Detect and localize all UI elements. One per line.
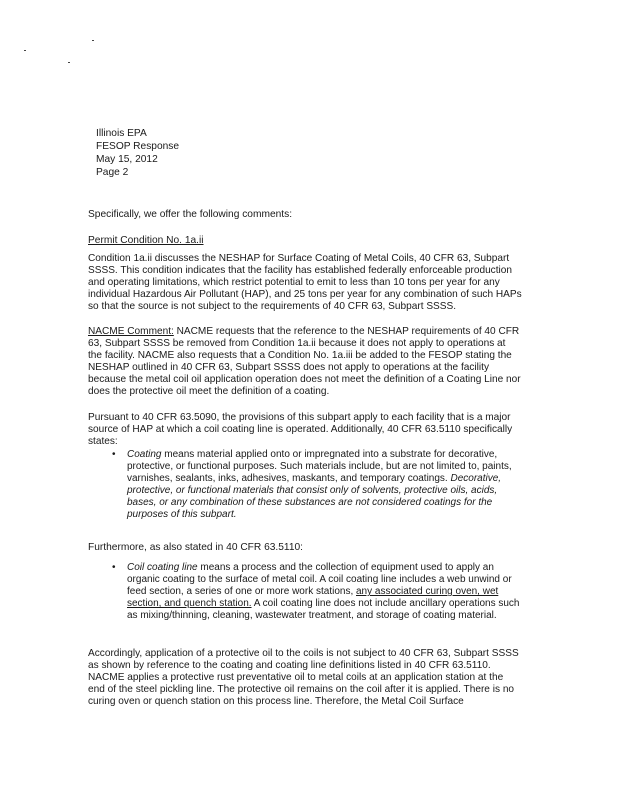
conclusion-paragraph: Accordingly, application of a protective oil to the coils is not subject to 40 CFR 63, Subpart SSSS as shown by reference to the coating and coating line definitions listed in 40 CFR 63.5110. NACME applies a protective rust preventative oil to metal coils at an application station at the end of the steel pickling line. The protective oil remains on the coil after it is applied. There is no curing oven or quench station on this process line. Therefore, the Metal Coil Surface bbox=[88, 648, 519, 708]
coil-definition-text: means a process and the collection of equipment used to apply an organic coating to the surface of metal coil. A coil coating line includes a web unwind or feed section, a series of one or more work stations, bbox=[127, 562, 512, 598]
header-page: Page 2 bbox=[96, 167, 129, 178]
header-date: May 15, 2012 bbox=[96, 154, 158, 165]
coating-definition bbox=[127, 449, 523, 522]
intro-text: Specifically, we offer the following comments: bbox=[88, 209, 293, 220]
header-agency: Illinois EPA bbox=[96, 128, 147, 139]
bullet-marker: • bbox=[112, 562, 116, 573]
comment-label: NACME Comment: bbox=[88, 326, 174, 337]
scan-speck bbox=[24, 50, 26, 51]
furthermore-text: Furthermore, as also stated in 40 CFR 63.5110: bbox=[88, 542, 303, 553]
condition-heading: Permit Condition No. 1a.ii bbox=[88, 235, 204, 246]
coil-coating-line-term: Coil coating line bbox=[127, 562, 198, 573]
coating-term: Coating bbox=[127, 449, 162, 460]
pursuant-paragraph: Pursuant to 40 CFR 63.5090, the provisions of this subpart apply to each facility that is a major source of HAP at which a coil coating line is operated. Additionally, 40 CFR 63.5110 specifically states: bbox=[88, 412, 513, 448]
bullet-marker: • bbox=[112, 449, 116, 460]
condition-paragraph: Condition 1a.ii discusses the NESHAP for Surface Coating of Metal Coils, 40 CFR 63, Subpart SSSS. This condition indicates that the facility has established federally enforceable production and operating limitations, which restrict potential to emit to less than 10 tons per year for any individual Hazardous Air Pollutant (HAP), and 25 tons per year for any combination of such HAPs so that the source is not subject to the requirements of 40 CFR 63, Subpart SSSS. bbox=[88, 253, 522, 313]
coating-definition-text: means material applied onto or impregnated into a substrate for decorative, protective, or functional purposes. Such materials include, but are not limited to, paints, varnishes, sealants, inks, adhesives, maskants, and temporary coatings. bbox=[127, 449, 512, 485]
header-subject: FESOP Response bbox=[96, 141, 180, 152]
scan-speck bbox=[68, 62, 70, 63]
scan-speck bbox=[92, 40, 94, 41]
coil-definition-text-end: A coil coating line does not include ancillary operations such as mixing/thinning, cleaning, wastewater treatment, and storage of coating material. bbox=[127, 598, 520, 622]
coil-definition-underlined: any associated curing oven, wet section, and quench station. bbox=[127, 586, 499, 610]
coil-coating-line-definition bbox=[127, 562, 523, 622]
coating-exclusion: Decorative, protective, or functional materials that consist only of solvents, protective oils, acids, bases, or any combination of these substances are not considered coatings for the purposes of this subpart. bbox=[127, 473, 502, 521]
comment-paragraph bbox=[88, 326, 522, 399]
comment-text: NACME requests that the reference to the NESHAP requirements of 40 CFR 63, Subpart SSSS be removed from Condition 1a.ii because it does not apply to operations at the facility. NACME also requests that a Condition No. 1a.iii be added to the FESOP stating the NESHAP outlined in 40 CFR 63, Subpart SSSS does not apply to operations at the facility because the metal coil oil application operation does not meet the definition of a Coating Line nor does the protective oil meet the definition of a coating. bbox=[88, 326, 521, 398]
